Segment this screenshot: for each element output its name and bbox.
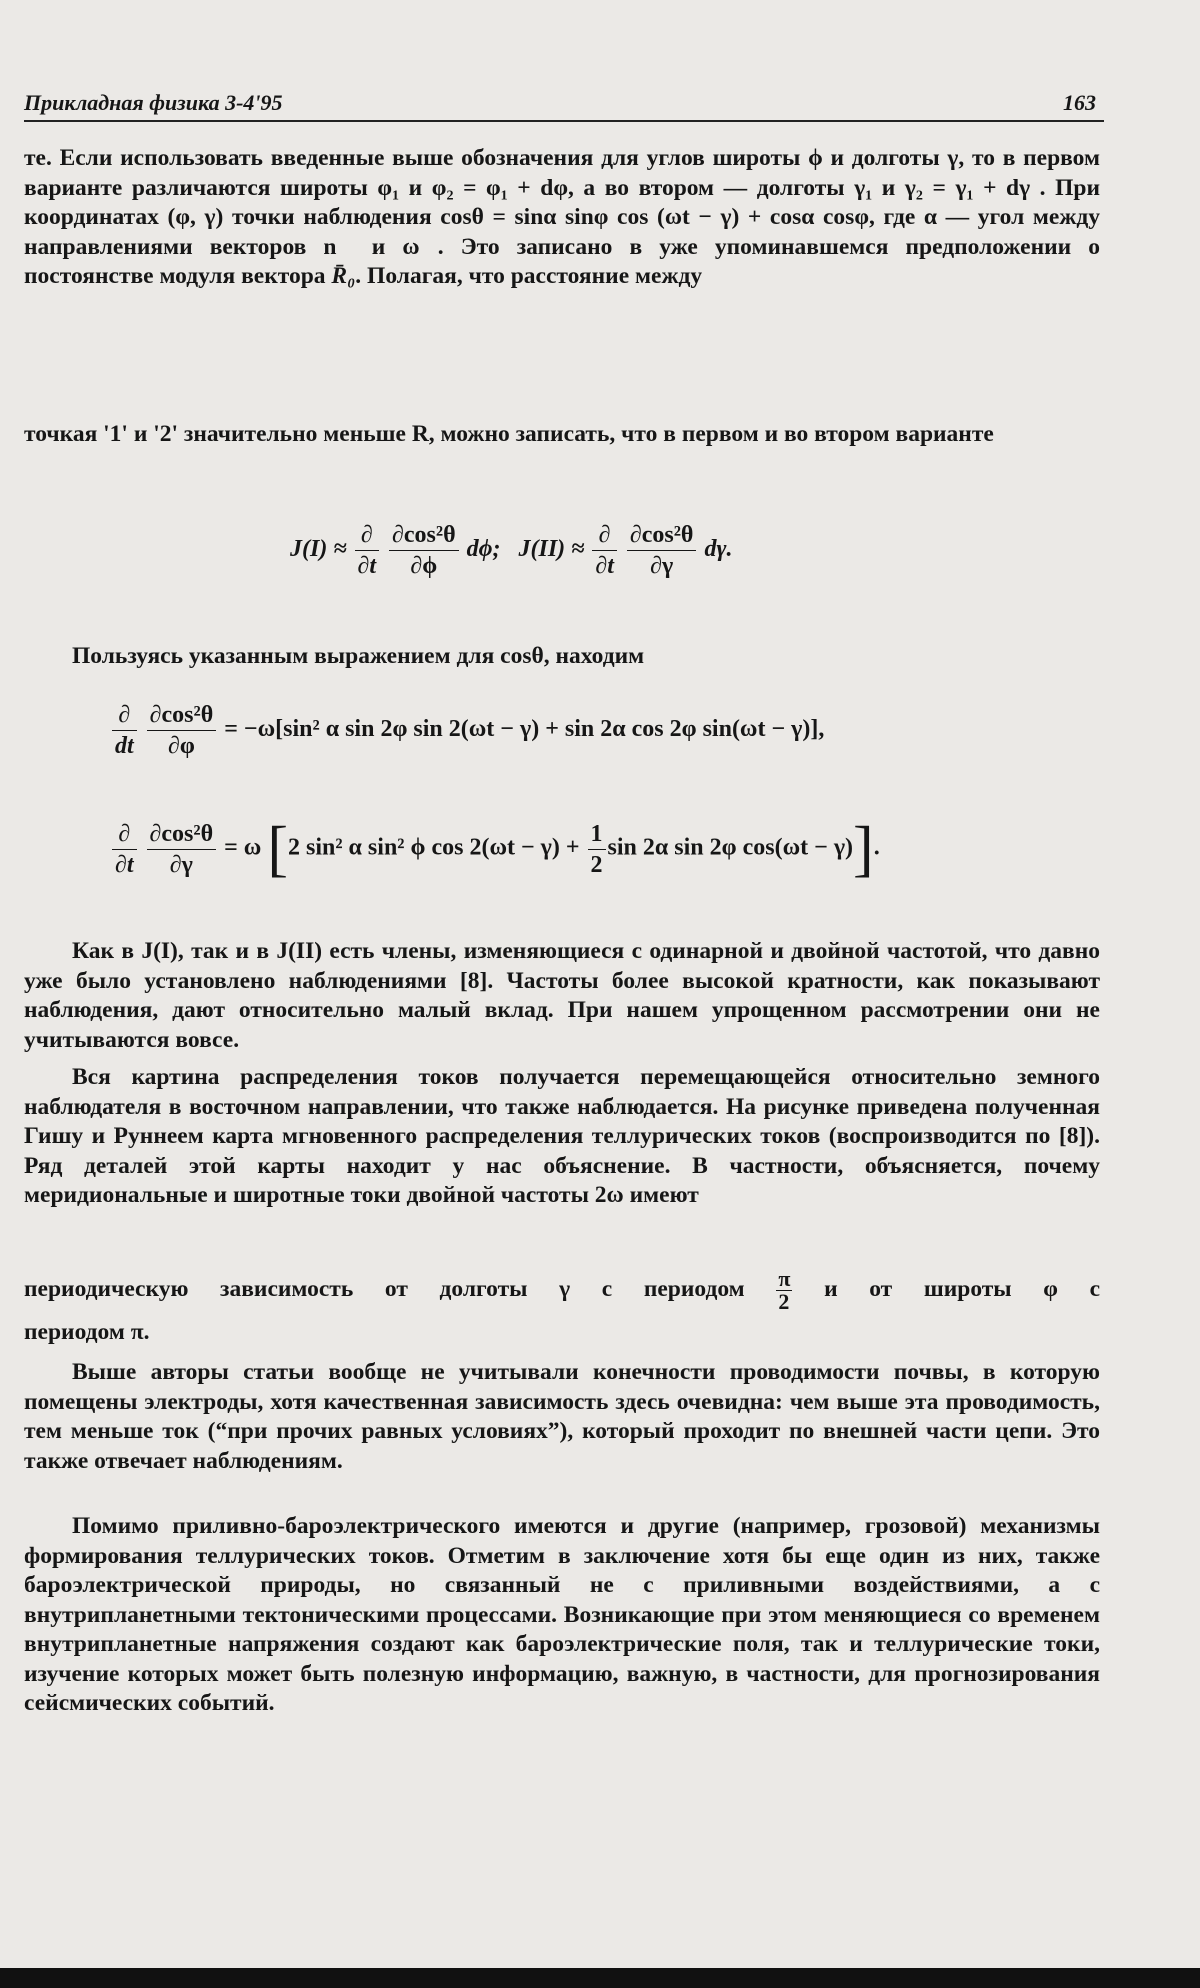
eq3-frac-a-den: ∂t <box>115 851 134 878</box>
paragraph-4-end <box>24 1318 1100 1348</box>
paragraph-6-text: Помимо приливно-бароэлектрического имеются и другие (например, грозовой) механизмы формирования теллурических токов. Отметим в заключение хотя бы еще один из них, также бароэлектрической природы, но связанный не с приливными воздействиями, а с внутрипланетными тектоническими процессами. Возникающие при этом меняющиеся со временем внутрипланетные напряжения создают как бароэлектрические поля, так и теллурические токи, изучение которых может быть полезную информацию, важную, в частности, для прогнозирования сейсмических событий. <box>24 1513 1100 1716</box>
scan-edge-shadow <box>0 1968 1200 1988</box>
eq1-lhs2: J(II) ≈ <box>518 536 585 563</box>
eq1-frac2b-num: ∂cos²θ <box>627 520 697 551</box>
paragraph-1-tail: . Полагая, что расстояние между <box>355 263 703 289</box>
page-number: 163 <box>1063 90 1096 115</box>
eq2-frac-b <box>147 700 217 761</box>
eq3-frac-a <box>112 819 137 880</box>
equation-2 <box>110 700 824 761</box>
paragraph-4-text: Вся картина распределения токов получается перемещающейся относительно земного наблюдателя в восточном направлении, что также наблюдается. На рисунке приведена полученная Гишу и Руннеем карта мгновенного распределения теллурических токов (воспроизводится по [8]). Ряд деталей этой карты находит у нас объяснение. В частности, объясняется, почему меридиональные и широтные токи двойной частоты 2ω имеют <box>24 1064 1100 1208</box>
eq3-frac-a-num: ∂ <box>112 819 137 850</box>
eq1-lhs1: J(I) ≈ <box>290 536 347 563</box>
eq1-tail2: dγ. <box>704 536 733 563</box>
paragraph-6 <box>24 1512 1100 1719</box>
running-header <box>24 90 1096 116</box>
paragraph-4-period-line <box>24 1268 1100 1313</box>
eq2-frac-b-den: ∂φ <box>168 733 195 759</box>
equation-3 <box>110 815 880 883</box>
eq3-half <box>588 819 606 880</box>
paragraph-2 <box>24 642 1100 672</box>
eq1-frac1b <box>389 520 459 581</box>
paragraph-1-text: те. Если использовать введенные выше обозначения для углов широты ϕ и долготы γ, то в первом варианте различаются широты φ₁ и φ₂ = φ₁ + dφ, а во втором — долготы γ₁ и γ₂ = γ₁ + dγ . При координатах (φ, γ) точки наблюдения cosθ = sinα sinφ cos (ωt − γ) + cosα cosφ, где α — угол между направлениями векторов n⃗ и ω⃗. Это записано в уже упоминавшемся предположении о постоянстве модуля вектора <box>24 145 1100 289</box>
eq3-half-den: 2 <box>590 851 603 878</box>
vector-r0: R̄₀ <box>331 263 356 289</box>
eq1-frac1b-den: ∂ϕ <box>410 553 438 579</box>
eq1-frac2b <box>627 520 697 581</box>
eq3-right-bracket: ] <box>853 815 874 883</box>
paragraph-5 <box>24 1358 1100 1476</box>
eq2-frac-a-den: dt <box>115 733 134 759</box>
paragraph-4-period-text: периодическую зависимость от долготы γ с периодом <box>24 1275 745 1302</box>
eq3-frac-b <box>147 819 217 880</box>
pi-over-two <box>776 1268 792 1313</box>
eq1-frac1a-num: ∂ <box>355 520 380 551</box>
header-rule <box>24 120 1104 122</box>
paragraph-3 <box>24 937 1100 1055</box>
paragraph-2-text: Пользуясь указанным выражением для cosθ, находим <box>72 643 645 669</box>
equation-1 <box>290 520 732 581</box>
eq1-frac2a <box>592 520 617 581</box>
eq1-frac2b-den: ∂γ <box>650 553 674 579</box>
eq3-half-num: 1 <box>588 819 606 850</box>
paragraph-1-continued-text: точкая '1' и '2' значительно меньше R, можно записать, что в первом и во втором варианте <box>24 421 994 447</box>
paragraph-4 <box>24 1063 1100 1211</box>
eq1-frac1b-num: ∂cos²θ <box>389 520 459 551</box>
eq1-frac1a <box>355 520 380 581</box>
pi-over-two-den: 2 <box>778 1289 790 1314</box>
paragraph-5-text: Выше авторы статьи вообще не учитывали конечности проводимости почвы, в которую помещены электроды, хотя качественная зависимость здесь очевидна: чем выше эта проводимость, тем меньше ток (“при прочих равных условиях”), который проходит по внешней части цепи. Это также отвечает наблюдениям. <box>24 1359 1100 1474</box>
eq1-frac2a-num: ∂ <box>592 520 617 551</box>
eq2-frac-a-num: ∂ <box>112 700 137 731</box>
eq3-body-2: sin 2α sin 2φ cos(ωt − γ) <box>607 834 854 861</box>
pi-over-two-num: π <box>778 1266 791 1291</box>
paragraph-4-latitude-text: и от широты φ с <box>824 1275 1101 1302</box>
eq1-frac1a-den: ∂t <box>357 553 377 579</box>
eq2-frac-b-num: ∂cos²θ <box>147 700 217 731</box>
eq2-rhs: = −ω[sin² α sin 2φ sin 2(ωt − γ) + sin 2α cos 2φ sin(ωt − γ)], <box>224 716 825 743</box>
eq1-frac2a-den: ∂t <box>595 553 614 579</box>
eq3-body-1: 2 sin² α sin² ϕ cos 2(ωt − γ) + <box>287 834 580 861</box>
eq1-tail1: dϕ; <box>466 536 501 563</box>
eq2-frac-a <box>112 700 137 761</box>
paragraph-4-end-text: периодом π. <box>24 1319 150 1345</box>
eq3-left-bracket: [ <box>267 815 288 883</box>
eq3-equals: = ω <box>224 834 262 861</box>
paragraph-3-text: Как в J(I), так и в J(II) есть члены, изменяющиеся с одинарной и двойной частотой, что давно уже было установлено наблюдениями [8]. Частоты более высокой кратности, как показывают наблюдения, дают относительно малый вклад. При нашем упрощенном рассмотрении они не учитываются вовсе. <box>24 938 1100 1053</box>
eq3-frac-b-den: ∂γ <box>169 851 193 878</box>
journal-title: Прикладная физика 3-4'95 <box>24 90 283 115</box>
eq3-frac-b-num: ∂cos²θ <box>147 819 217 850</box>
paragraph-1-continued <box>24 420 1100 450</box>
eq3-end: . <box>873 834 880 861</box>
paragraph-1 <box>24 144 1100 292</box>
